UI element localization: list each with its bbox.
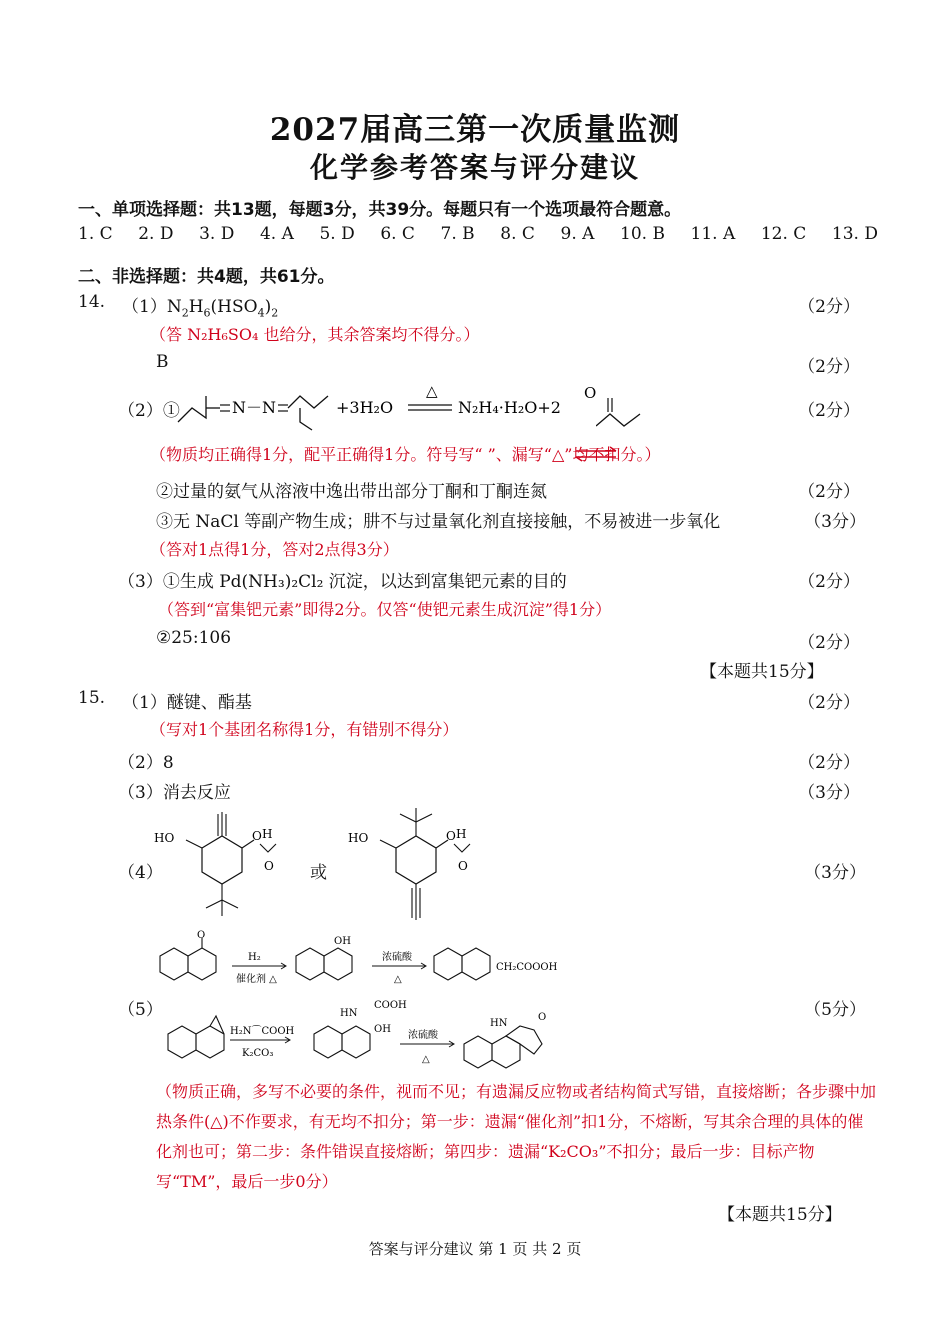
svg-text:O: O (264, 859, 274, 873)
q15-p3-score: （3分） (798, 783, 860, 803)
q15-p4-structure-b (344, 808, 474, 924)
svg-text:H: H (262, 827, 273, 841)
answer-item: 12. C (760, 224, 807, 244)
svg-text:K₂CO₃: K₂CO₃ (242, 1048, 274, 1059)
svg-text:H₂N⌒COOH: H₂N⌒COOH (230, 1026, 295, 1037)
q14-p2-equation (176, 378, 616, 438)
q14-p2-answer3: ③无 NaCl 等副产物生成；肼不与过量氧化剂直接接触，不易被进一步氧化 (156, 512, 721, 532)
svg-text:O: O (538, 1012, 547, 1023)
q15-p5-note: （物质正确，多写不必要的条件，视而不见；有遗漏反应物或者结构简式写错，直接熔断；各步骤中加热条件(△)不作要求，有无均不扣分；第一步：遗漏“催化剂”扣1分，不熔断，写其余合理的具体的催化剂也可；第二步：条件错误直接熔断；第四步：遗漏“K₂CO₃”不扣分；最后一步：目标产物写“TM”，最后一步0分） (156, 1082, 877, 1191)
butanone-structure (596, 378, 656, 438)
answer-item: 7. B (440, 224, 475, 244)
q15-p1-note: （写对1个基团名称得1分，有错别不得分） (150, 720, 459, 739)
svg-text:N₂H₄·H₂O+2: N₂H₄·H₂O+2 (458, 398, 561, 417)
svg-text:HO: HO (348, 831, 369, 845)
svg-text:浓硫酸: 浓硫酸 (408, 1030, 438, 1041)
answer-item: 4. A (259, 224, 294, 244)
svg-text:H: H (456, 827, 467, 841)
svg-text:O: O (446, 829, 456, 843)
svg-text:OH: OH (374, 1024, 391, 1035)
page-subtitle: 化学参考答案与评分建议 (309, 151, 640, 184)
answer-list (78, 224, 878, 244)
answer-item: 9. A (560, 224, 595, 244)
q14-p3-answer1: （3）①生成 Pd(NH₃)₂Cl₂ 沉淀，以达到富集钯元素的目的 (118, 572, 567, 592)
svg-text:CH₂COOOH: CH₂COOOH (496, 962, 558, 973)
q14-p1-note: （答 N₂H₆SO₄ 也给分，其余答案均不得分。） (150, 325, 480, 344)
svg-text:+3H₂O: +3H₂O (336, 398, 394, 417)
answer-item: 6. C (380, 224, 415, 244)
svg-text:HN: HN (340, 1008, 358, 1019)
equilibrium-arrow-icon (572, 444, 622, 464)
svg-text:HO: HO (154, 831, 175, 845)
q14-p3-score2: （2分） (798, 633, 860, 653)
q15-p2-score: （2分） (798, 753, 860, 773)
svg-text:△: △ (394, 974, 402, 985)
page-footer: 答案与评分建议 第 1 页 共 2 页 (368, 1240, 582, 1258)
answer-item: 10. B (620, 224, 665, 244)
answer-item: 3. D (199, 224, 235, 244)
svg-text:△: △ (426, 382, 438, 400)
svg-text:催化剂 △: 催化剂 △ (236, 974, 277, 985)
svg-text:HN: HN (490, 1018, 508, 1029)
q14-p2-note3: （答对1点得1分，答对2点得3分） (150, 540, 399, 559)
q15-p4-label: （4） (118, 863, 163, 883)
q14-p2-label: （2）① (118, 401, 180, 421)
section1-heading: 一、单项选择题：共13题，每题3分，共39分。每题只有一个选项最符合题意。 (78, 200, 682, 220)
q14-p2-score1: （2分） (798, 401, 860, 421)
answer-item: 11. A (690, 224, 736, 244)
q15-p1-score: （2分） (798, 693, 860, 713)
q15-p4-score: （3分） (804, 863, 866, 883)
q14-total: 【本题共15分】 (700, 662, 824, 682)
azine-n-n: N－N (232, 398, 277, 417)
svg-text:浓硫酸: 浓硫酸 (382, 952, 412, 963)
answer-item: 2. D (138, 224, 174, 244)
q14-p2-score2: （2分） (798, 482, 860, 502)
q15-p4-structure-a (150, 808, 280, 924)
answer-item: 8. C (500, 224, 535, 244)
q15-p3-answer: （3）消去反应 (118, 783, 231, 803)
answer-item: 5. D (319, 224, 355, 244)
q14-p2-score3: （3分） (804, 512, 866, 532)
svg-text:O: O (584, 384, 597, 402)
q15-p1-answer: （1）醚键、酯基 (122, 693, 252, 713)
q14-p2-answer2: ②过量的氨气从溶液中逸出带出部分丁酮和丁酮连氮 (156, 482, 547, 502)
q15-total: 【本题共15分】 (718, 1205, 842, 1225)
q15-p4-or: 或 (310, 863, 327, 883)
answer-item: 1. C (78, 224, 113, 244)
q14-p1-answer: $(1)N_2H_6(HSO_4)_2$ (122, 297, 279, 320)
svg-text:O: O (252, 829, 262, 843)
page-title: 2027届高三第一次质量监测 (269, 112, 681, 148)
q14-p1-score: （2分） (798, 297, 860, 317)
svg-text:COOH: COOH (374, 1000, 407, 1011)
q14-p2-note1: （物质均正确得1分，配平正确得1分。符号写“ ”、漏写“△”均不扣分。） (150, 445, 661, 464)
svg-text:O: O (197, 930, 206, 941)
q15-number: 15. (78, 688, 106, 708)
q14-p1b-answer: B (156, 352, 169, 372)
q15-p5-score: （5分） (804, 1000, 866, 1020)
q14-p1b-score: （2分） (798, 357, 860, 377)
svg-text:H₂: H₂ (248, 952, 261, 963)
q15-p5-label: （5） (118, 1000, 163, 1020)
answer-item: 13. D (831, 224, 878, 244)
q14-p3-score1: （2分） (798, 572, 860, 592)
svg-text:△: △ (422, 1054, 430, 1065)
svg-text:OH: OH (334, 936, 351, 947)
q14-p3-answer2: ②25:106 (156, 628, 232, 648)
svg-text:O: O (458, 859, 468, 873)
q14-p3-note1: （答到“富集钯元素”即得2分。仅答“使钯元素生成沉淀”得1分） (158, 600, 612, 619)
q14-number: 14. (78, 292, 106, 312)
q15-p5-synthesis (150, 930, 570, 1070)
q15-p2-answer: （2）8 (118, 753, 174, 773)
section2-heading: 二、非选择题：共4题，共61分。 (78, 267, 335, 287)
